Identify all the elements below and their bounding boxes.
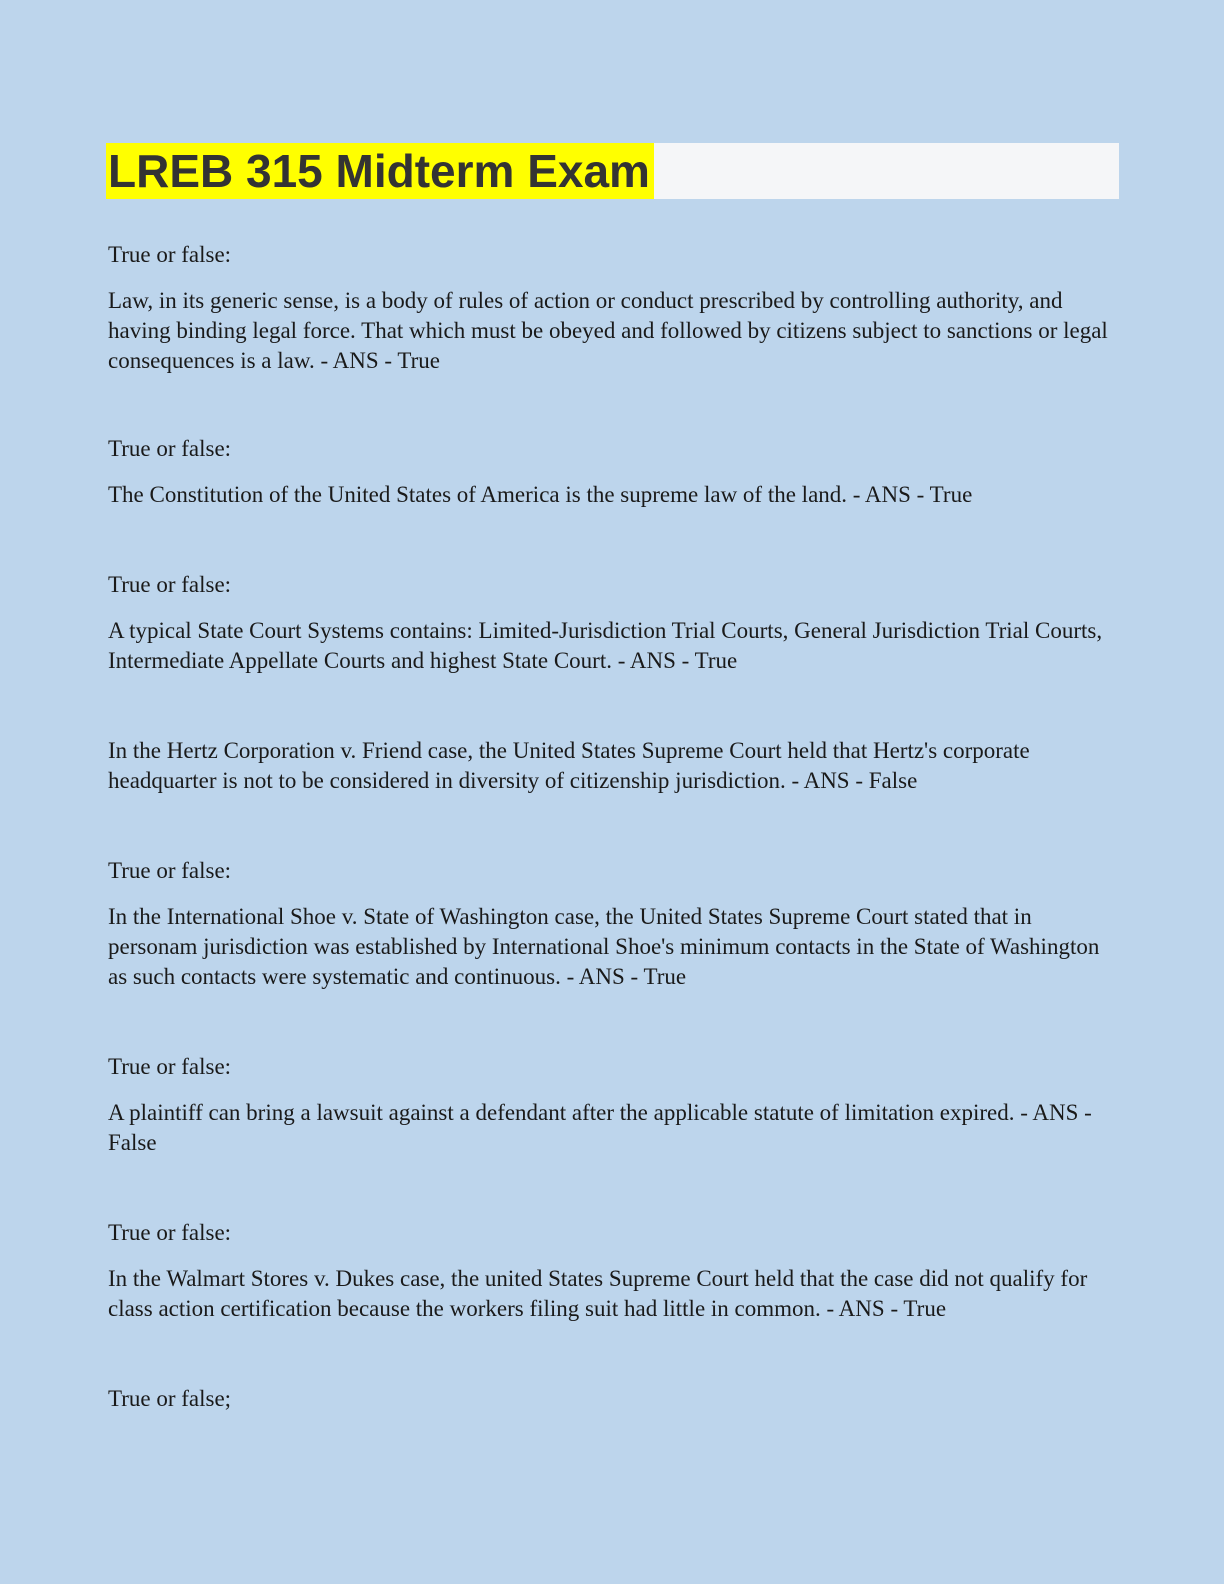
question-text: In the International Shoe v. State of Washington case, the United States Supreme Court stated that in personam jurisdiction was established by International Shoe's minimum contacts in the State of Washington as such contacts were systematic and continuous. - ANS - True — [108, 904, 1100, 989]
question-item-4 — [108, 736, 1118, 796]
question-prompt: True or false: — [108, 1054, 232, 1079]
question-text: A typical State Court Systems contains: Limited-Jurisdiction Trial Courts, General Jurisdiction Trial Courts, Intermediate Appellate Courts and highest State Court. - ANS - True — [108, 618, 1103, 673]
question-item-8 — [108, 1384, 1118, 1414]
question-item-5 — [108, 856, 1118, 992]
question-text: A plaintiff can bring a lawsuit against a defendant after the applicable statute of limitation expired. - ANS - False — [108, 1100, 1092, 1155]
question-prompt: True or false: — [108, 242, 232, 267]
question-text: Law, in its generic sense, is a body of rules of action or conduct prescribed by controlling authority, and having binding legal force. That which must be obeyed and followed by citizens subject to sanctions or legal consequences is a law. - ANS - True — [108, 288, 1108, 373]
question-prompt: True or false: — [108, 572, 232, 597]
question-text: The Constitution of the United States of America is the supreme law of the land. - ANS - True — [108, 482, 973, 507]
question-prompt: True or false: — [108, 436, 232, 461]
question-item-1 — [108, 240, 1118, 376]
question-prompt: True or false: — [108, 1220, 232, 1245]
question-item-2 — [108, 434, 1118, 510]
question-prompt: True or false: — [108, 858, 232, 883]
question-prompt: True or false; — [108, 1386, 232, 1411]
question-item-6 — [108, 1052, 1118, 1158]
document-title: LREB 315 Midterm Exam — [106, 143, 654, 199]
question-item-3 — [108, 570, 1118, 676]
question-text: In the Walmart Stores v. Dukes case, the united States Supreme Court held that the case did not qualify for class action certification because the workers filing suit had little in common. - ANS - True — [108, 1266, 1088, 1321]
question-list — [108, 240, 1118, 1430]
question-text: In the Hertz Corporation v. Friend case, the United States Supreme Court held that Hertz's corporate headquarter is not to be considered in diversity of citizenship jurisdiction. - ANS - False — [108, 738, 1030, 793]
question-item-7 — [108, 1218, 1118, 1324]
